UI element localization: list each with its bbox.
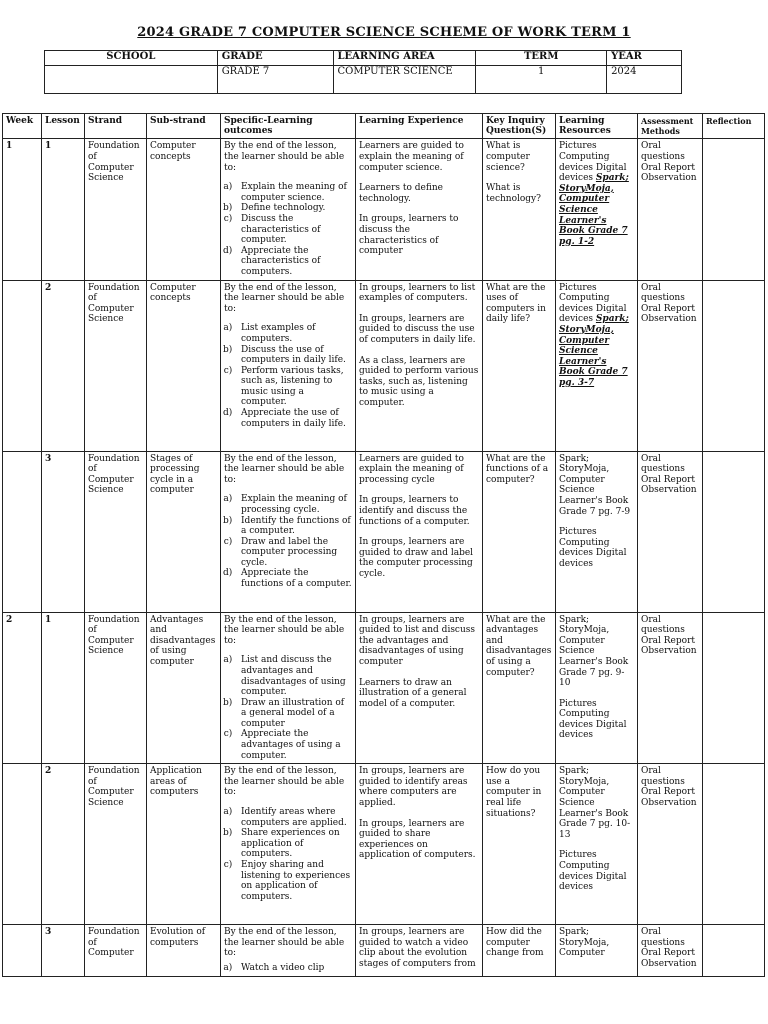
week-cell: 2 xyxy=(3,612,42,764)
outcomes-cell xyxy=(221,139,356,280)
info-header-term: TERM xyxy=(476,51,607,66)
outcomes-cell xyxy=(221,612,356,764)
assessment-method: Oral questions xyxy=(641,453,685,475)
week-cell xyxy=(3,764,42,925)
outcome-item: a. Watch a video clip xyxy=(238,963,352,974)
assessment-method: Observation xyxy=(641,959,697,970)
inquiry-question: How do you use a computer in real life situations? xyxy=(486,766,542,819)
substrand-cell: Application areas of computers xyxy=(147,764,221,925)
experience-paragraph: In groups, learners to discuss the characteristics of computer xyxy=(359,214,459,257)
outcome-item: b. Identify the functions of a computer. xyxy=(238,516,352,537)
learners-book-reference: Spark; StoryMoja, Computer xyxy=(559,927,610,959)
assessment-method: Oral questions xyxy=(641,141,685,162)
strand-cell: Foundation of Computer Science xyxy=(85,612,147,764)
experience-paragraph: In groups, learners to list examples of computers. xyxy=(359,282,476,304)
col-header-reflection: Reflection xyxy=(703,114,765,139)
assessment-cell xyxy=(638,764,703,925)
reflection-cell xyxy=(703,925,765,976)
learners-book-reference: Spark; StoryMoja, Computer Science Learner's Book Grade 7 pg. 3-7 xyxy=(559,314,629,388)
outcomes-cell xyxy=(221,280,356,451)
strand-cell: Foundation of Computer Science xyxy=(85,451,147,612)
col-header-assessment: Assessment Methods xyxy=(638,114,703,139)
week-cell xyxy=(3,451,42,612)
assessment-cell xyxy=(638,451,703,612)
col-header-outcomes: Specific-Learning outcomes xyxy=(221,114,356,139)
experience-cell xyxy=(356,280,483,451)
assessment-method: Observation xyxy=(641,485,697,496)
outcome-item: b. Share experiences on application of computers. xyxy=(238,828,352,860)
outcome-item: a. Identify areas where computers are applied. xyxy=(238,807,352,828)
table-header-row xyxy=(3,114,765,139)
table-row xyxy=(3,139,765,280)
outcomes-intro: By the end of the lesson, the learner should be able to: xyxy=(224,614,345,646)
info-value-learning-area: COMPUTER SCIENCE xyxy=(333,66,476,94)
reflection-cell xyxy=(703,139,765,280)
outcome-item: c. Discuss the characteristics of computer. xyxy=(238,214,352,246)
assessment-method: Oral questions xyxy=(641,614,685,636)
assessment-method: Observation xyxy=(641,173,697,184)
experience-paragraph: Learners to draw an illustration of a general model of a computer. xyxy=(359,677,467,709)
resources-list: Pictures Computing devices Digital devices xyxy=(559,698,627,741)
inquiry-question: How did the computer change from xyxy=(486,927,544,959)
reflection-cell xyxy=(703,451,765,612)
experience-paragraph: In groups, learners to identify and discuss the functions of a computer. xyxy=(359,495,470,527)
outcome-item: a. Explain the meaning of processing cycle. xyxy=(238,494,352,515)
info-header-learning-area: LEARNING AREA xyxy=(333,51,476,66)
experience-paragraph: In groups, learners are guided to watch a video clip about the evolution stages of computers from xyxy=(359,927,476,970)
strand-cell: Foundation of Computer Science xyxy=(85,280,147,451)
outcome-item: c. Enjoy sharing and listening to experiences on application of computers. xyxy=(238,860,352,902)
table-row xyxy=(3,925,765,976)
lesson-cell: 2 xyxy=(42,764,85,925)
col-header-week: Week xyxy=(3,114,42,139)
learners-book-reference: Spark; StoryMoja, Computer Science Learner's Book Grade 7 pg. 7-9 xyxy=(559,453,631,517)
outcomes-intro: By the end of the lesson, the learner should be able to: xyxy=(224,766,345,798)
resources-cell xyxy=(556,764,638,925)
col-header-experience: Learning Experience xyxy=(356,114,483,139)
lesson-cell: 3 xyxy=(42,451,85,612)
week-cell xyxy=(3,925,42,976)
lesson-cell: 1 xyxy=(42,612,85,764)
learners-book-reference: Spark; StoryMoja, Computer Science Learner's Book Grade 7 pg. 9-10 xyxy=(559,614,629,689)
assessment-method: Oral Report xyxy=(641,474,695,485)
experience-paragraph: In groups, learners are guided to discuss the use of computers in daily life. xyxy=(359,313,476,345)
resources-list: Pictures Computing devices Digital devices xyxy=(559,850,627,893)
inquiry-question: What are the uses of computers in daily life? xyxy=(486,282,546,325)
strand-cell: Foundation of Computer Science xyxy=(85,764,147,925)
assessment-method: Oral Report xyxy=(641,303,695,314)
learners-book-reference: Spark; StoryMoja, Computer Science Learner's Book Grade 7 pg. 10-13 xyxy=(559,766,631,840)
outcome-item: b. Define technology. xyxy=(238,203,352,214)
outcome-item: a. Explain the meaning of computer science. xyxy=(238,182,352,203)
info-value-year: 2024 xyxy=(607,66,682,94)
assessment-method: Oral Report xyxy=(641,948,695,959)
outcome-item: d. Appreciate the functions of a computer. xyxy=(238,568,352,589)
inquiry-question: What is technology? xyxy=(486,183,541,204)
col-header-resources: Learning Resources xyxy=(556,114,638,139)
outcome-item: a. List and discuss the advantages and disadvantages of using computer. xyxy=(238,655,352,697)
assessment-method: Oral Report xyxy=(641,787,695,798)
inquiry-cell xyxy=(483,451,556,612)
experience-paragraph: In groups, learners are guided to share experiences on application of computers. xyxy=(359,818,476,861)
reflection-cell xyxy=(703,764,765,925)
experience-paragraph: Learners are guided to explain the meaning of computer science. xyxy=(359,141,464,173)
info-header-year: YEAR xyxy=(607,51,682,66)
outcome-item: b. Draw an illustration of a general model of a computer xyxy=(238,698,352,730)
inquiry-question: What are the advantages and disadvantages of using a computer? xyxy=(486,614,552,678)
resources-cell xyxy=(556,612,638,764)
info-header-grade: GRADE xyxy=(217,51,333,66)
strand-cell: Foundation of Computer Science xyxy=(85,139,147,280)
col-header-inquiry: Key Inquiry Question(S) xyxy=(483,114,556,139)
outcomes-cell xyxy=(221,925,356,976)
assessment-method: Oral questions xyxy=(641,766,685,787)
outcomes-intro: By the end of the lesson, the learner should be able to: xyxy=(224,453,345,485)
assessment-method: Oral questions xyxy=(641,927,685,948)
inquiry-cell xyxy=(483,925,556,976)
outcome-item: d. Appreciate the characteristics of computers. xyxy=(238,246,352,278)
outcomes-intro: By the end of the lesson, the learner should be able to: xyxy=(224,927,345,959)
info-value-grade: GRADE 7 xyxy=(217,66,333,94)
resources-list: Pictures Computing devices Digital devices xyxy=(559,282,627,325)
resources-list: Pictures Computing devices Digital devices xyxy=(559,527,627,569)
resources-cell xyxy=(556,925,638,976)
assessment-method: Observation xyxy=(641,798,697,809)
col-header-substrand: Sub-strand xyxy=(147,114,221,139)
experience-paragraph: As a class, learners are guided to perform various tasks, such as, listening to music using a computer. xyxy=(359,355,479,408)
assessment-method: Oral Report xyxy=(641,162,695,173)
substrand-cell: Stages of processing cycle in a computer xyxy=(147,451,221,612)
inquiry-cell xyxy=(483,280,556,451)
lesson-cell: 2 xyxy=(42,280,85,451)
inquiry-cell xyxy=(483,764,556,925)
outcomes-intro: By the end of the lesson, the learner should be able to: xyxy=(224,141,345,173)
week-cell xyxy=(3,280,42,451)
reflection-cell xyxy=(703,280,765,451)
table-row xyxy=(3,451,765,612)
table-row xyxy=(3,612,765,764)
document-title: 2024 GRADE 7 COMPUTER SCIENCE SCHEME OF WORK TERM 1 xyxy=(137,25,631,40)
experience-cell xyxy=(356,451,483,612)
experience-paragraph: In groups, learners are guided to draw and label the computer processing cycle. xyxy=(359,537,474,579)
outcome-item: c. Appreciate the advantages of using a computer. xyxy=(238,729,352,761)
assessment-cell xyxy=(638,139,703,280)
outcome-item: c. Draw and label the computer processing cycle. xyxy=(238,537,352,569)
experience-paragraph: Learners are guided to explain the meaning of processing cycle xyxy=(359,453,464,485)
info-value-school xyxy=(45,66,218,94)
resources-cell xyxy=(556,451,638,612)
experience-cell xyxy=(356,764,483,925)
outcomes-cell xyxy=(221,451,356,612)
lesson-cell: 3 xyxy=(42,925,85,976)
strand-cell: Foundation of Computer xyxy=(85,925,147,976)
assessment-cell xyxy=(638,280,703,451)
substrand-cell: Computer concepts xyxy=(147,280,221,451)
assessment-method: Observation xyxy=(641,646,697,657)
outcomes-cell xyxy=(221,764,356,925)
scheme-of-work-table xyxy=(2,113,765,977)
inquiry-cell xyxy=(483,612,556,764)
assessment-method: Observation xyxy=(641,314,697,325)
outcome-item: b. Discuss the use of computers in daily life. xyxy=(238,345,352,366)
info-value-term: 1 xyxy=(476,66,607,94)
inquiry-cell xyxy=(483,139,556,280)
resources-cell xyxy=(556,280,638,451)
table-row xyxy=(3,764,765,925)
outcome-item: a. List examples of computers. xyxy=(238,323,352,344)
info-header-school: SCHOOL xyxy=(45,51,218,66)
substrand-cell: Advantages and disadvantages of using computer xyxy=(147,612,221,764)
col-header-lesson: Lesson xyxy=(42,114,85,139)
experience-paragraph: In groups, learners are guided to identify areas where computers are applied. xyxy=(359,766,468,809)
experience-cell xyxy=(356,139,483,280)
assessment-method: Oral questions xyxy=(641,282,685,304)
experience-paragraph: In groups, learners are guided to list and discuss the advantages and disadvantages of using computer xyxy=(359,614,476,667)
substrand-cell: Computer concepts xyxy=(147,139,221,280)
resources-list: Pictures Computing devices Digital devices xyxy=(559,141,627,184)
inquiry-question: What are the functions of a computer? xyxy=(486,453,549,485)
table-row xyxy=(3,280,765,451)
experience-paragraph: Learners to define technology. xyxy=(359,183,443,204)
week-cell: 1 xyxy=(3,139,42,280)
outcomes-intro: By the end of the lesson, the learner should be able to: xyxy=(224,282,345,314)
inquiry-question: What is computer science? xyxy=(486,141,530,173)
school-info-table xyxy=(44,50,682,94)
experience-cell xyxy=(356,925,483,976)
col-header-strand: Strand xyxy=(85,114,147,139)
outcome-item: c. Perform various tasks, such as, listening to music using a computer. xyxy=(238,366,352,408)
reflection-cell xyxy=(703,612,765,764)
experience-cell xyxy=(356,612,483,764)
assessment-method: Oral Report xyxy=(641,635,695,646)
assessment-cell xyxy=(638,925,703,976)
assessment-cell xyxy=(638,612,703,764)
resources-cell xyxy=(556,139,638,280)
outcome-item: d. Appreciate the use of computers in daily life. xyxy=(238,408,352,429)
substrand-cell: Evolution of computers xyxy=(147,925,221,976)
lesson-cell: 1 xyxy=(42,139,85,280)
learners-book-reference: Spark; StoryMoja, Computer Science Learner's Book Grade 7 pg. 1-2 xyxy=(559,173,629,247)
